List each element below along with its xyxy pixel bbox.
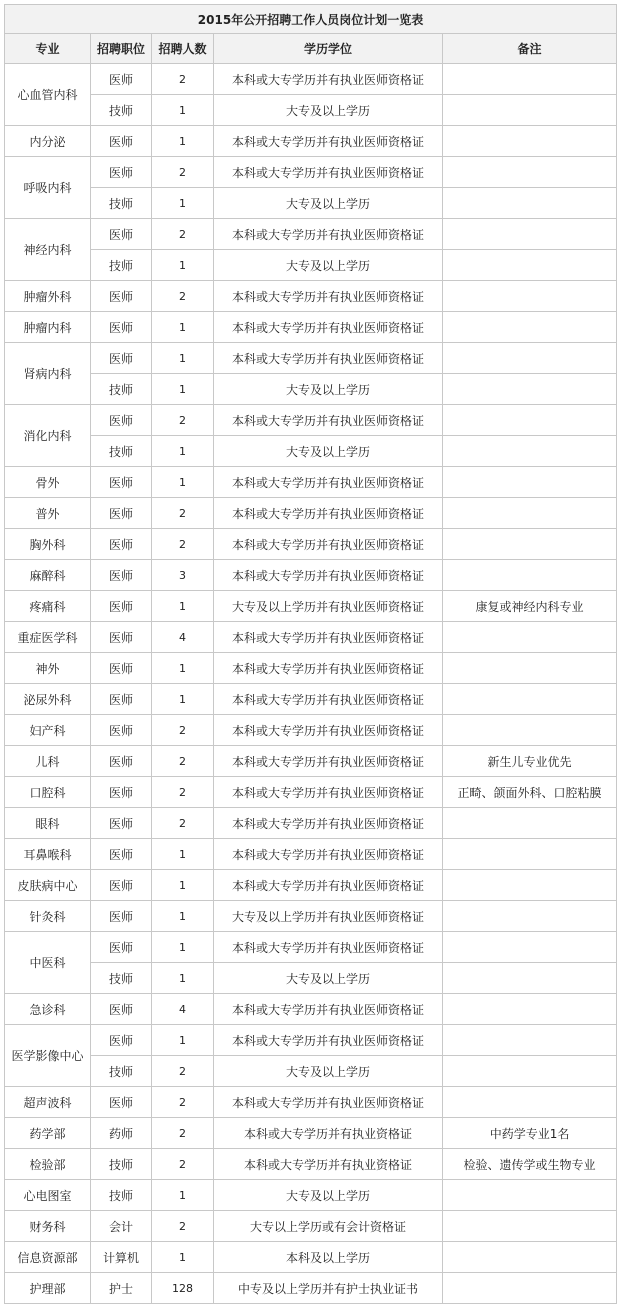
note-cell — [443, 219, 617, 250]
education-cell: 本科或大专学历并有执业医师资格证 — [214, 157, 443, 188]
count-cell: 1 — [152, 963, 214, 994]
table-row — [5, 994, 617, 1025]
note-cell — [443, 560, 617, 591]
note-cell — [443, 126, 617, 157]
position-cell: 医师 — [91, 281, 152, 312]
note-cell — [443, 436, 617, 467]
note-cell — [443, 963, 617, 994]
table-row — [5, 1211, 617, 1242]
table-row — [5, 219, 617, 250]
dept-cell: 神外 — [5, 653, 91, 684]
count-cell: 1 — [152, 1180, 214, 1211]
note-cell — [443, 467, 617, 498]
education-cell: 本科或大专学历并有执业医师资格证 — [214, 560, 443, 591]
education-cell: 大专及以上学历 — [214, 963, 443, 994]
position-cell: 技师 — [91, 436, 152, 467]
dept-cell: 口腔科 — [5, 777, 91, 808]
table-row — [5, 374, 617, 405]
position-cell: 医师 — [91, 1087, 152, 1118]
note-cell — [443, 1025, 617, 1056]
dept-cell: 超声波科 — [5, 1087, 91, 1118]
dept-cell: 疼痛科 — [5, 591, 91, 622]
position-cell: 医师 — [91, 870, 152, 901]
note-cell — [443, 157, 617, 188]
education-cell: 大专及以上学历并有执业医师资格证 — [214, 901, 443, 932]
education-cell: 大专及以上学历 — [214, 374, 443, 405]
table-row — [5, 436, 617, 467]
note-cell — [443, 250, 617, 281]
education-cell: 大专及以上学历并有执业医师资格证 — [214, 591, 443, 622]
dept-cell: 眼科 — [5, 808, 91, 839]
recruitment-plan-table — [4, 4, 617, 1304]
dept-cell: 针灸科 — [5, 901, 91, 932]
note-cell: 检验、遗传学或生物专业 — [443, 1149, 617, 1180]
note-cell — [443, 684, 617, 715]
count-cell: 1 — [152, 901, 214, 932]
note-cell — [443, 994, 617, 1025]
position-cell: 医师 — [91, 467, 152, 498]
note-cell — [443, 715, 617, 746]
table-row — [5, 1056, 617, 1087]
position-cell: 医师 — [91, 529, 152, 560]
count-cell: 2 — [152, 808, 214, 839]
count-cell: 2 — [152, 1118, 214, 1149]
note-cell — [443, 188, 617, 219]
education-cell: 本科或大专学历并有执业医师资格证 — [214, 684, 443, 715]
note-cell — [443, 312, 617, 343]
header-count: 招聘人数 — [152, 34, 214, 64]
position-cell: 医师 — [91, 498, 152, 529]
dept-cell: 泌尿外科 — [5, 684, 91, 715]
count-cell: 1 — [152, 1242, 214, 1273]
table-row — [5, 126, 617, 157]
position-cell: 会计 — [91, 1211, 152, 1242]
position-cell: 医师 — [91, 839, 152, 870]
education-cell: 本科或大专学历并有执业医师资格证 — [214, 219, 443, 250]
table-row — [5, 715, 617, 746]
dept-cell: 消化内科 — [5, 405, 91, 467]
table-row — [5, 529, 617, 560]
position-cell: 医师 — [91, 157, 152, 188]
dept-cell: 心血管内科 — [5, 64, 91, 126]
count-cell: 1 — [152, 250, 214, 281]
note-cell — [443, 1211, 617, 1242]
position-cell: 医师 — [91, 405, 152, 436]
note-cell — [443, 1273, 617, 1304]
count-cell: 1 — [152, 870, 214, 901]
table-title: 2015年公开招聘工作人员岗位计划一览表 — [5, 5, 617, 34]
dept-cell: 护理部 — [5, 1273, 91, 1304]
table-row — [5, 932, 617, 963]
dept-cell: 肿瘤内科 — [5, 312, 91, 343]
table-row — [5, 1273, 617, 1304]
dept-cell: 神经内科 — [5, 219, 91, 281]
position-cell: 技师 — [91, 95, 152, 126]
education-cell: 本科或大专学历并有执业医师资格证 — [214, 312, 443, 343]
table-row — [5, 746, 617, 777]
dept-cell: 肿瘤外科 — [5, 281, 91, 312]
count-cell: 1 — [152, 312, 214, 343]
position-cell: 医师 — [91, 808, 152, 839]
dept-cell: 财务科 — [5, 1211, 91, 1242]
education-cell: 本科或大专学历并有执业医师资格证 — [214, 405, 443, 436]
count-cell: 2 — [152, 219, 214, 250]
position-cell: 技师 — [91, 188, 152, 219]
education-cell: 大专及以上学历 — [214, 436, 443, 467]
table-row — [5, 405, 617, 436]
count-cell: 1 — [152, 467, 214, 498]
education-cell: 大专及以上学历 — [214, 95, 443, 126]
dept-cell: 妇产科 — [5, 715, 91, 746]
education-cell: 中专及以上学历并有护士执业证书 — [214, 1273, 443, 1304]
education-cell: 本科或大专学历并有执业医师资格证 — [214, 281, 443, 312]
table-row — [5, 343, 617, 374]
count-cell: 2 — [152, 498, 214, 529]
count-cell: 1 — [152, 684, 214, 715]
count-cell: 1 — [152, 839, 214, 870]
dept-cell: 麻醉科 — [5, 560, 91, 591]
education-cell: 本科或大专学历并有执业医师资格证 — [214, 870, 443, 901]
position-cell: 医师 — [91, 1025, 152, 1056]
table-row — [5, 1180, 617, 1211]
count-cell: 1 — [152, 1025, 214, 1056]
count-cell: 1 — [152, 932, 214, 963]
count-cell: 1 — [152, 95, 214, 126]
note-cell — [443, 1180, 617, 1211]
position-cell: 医师 — [91, 591, 152, 622]
count-cell: 2 — [152, 1087, 214, 1118]
position-cell: 医师 — [91, 64, 152, 95]
count-cell: 2 — [152, 1149, 214, 1180]
count-cell: 3 — [152, 560, 214, 591]
count-cell: 1 — [152, 591, 214, 622]
position-cell: 技师 — [91, 1180, 152, 1211]
position-cell: 药师 — [91, 1118, 152, 1149]
dept-cell: 心电图室 — [5, 1180, 91, 1211]
note-cell — [443, 343, 617, 374]
table-row — [5, 901, 617, 932]
table-row — [5, 1025, 617, 1056]
position-cell: 医师 — [91, 994, 152, 1025]
education-cell: 本科或大专学历并有执业医师资格证 — [214, 808, 443, 839]
position-cell: 医师 — [91, 932, 152, 963]
note-cell — [443, 405, 617, 436]
education-cell: 本科或大专学历并有执业医师资格证 — [214, 467, 443, 498]
dept-cell: 药学部 — [5, 1118, 91, 1149]
education-cell: 本科或大专学历并有执业医师资格证 — [214, 932, 443, 963]
table-row — [5, 467, 617, 498]
count-cell: 2 — [152, 715, 214, 746]
education-cell: 本科及以上学历 — [214, 1242, 443, 1273]
position-cell: 医师 — [91, 684, 152, 715]
position-cell: 医师 — [91, 715, 152, 746]
note-cell — [443, 653, 617, 684]
note-cell — [443, 622, 617, 653]
dept-cell: 普外 — [5, 498, 91, 529]
table-row — [5, 808, 617, 839]
dept-cell: 呼吸内科 — [5, 157, 91, 219]
table-body — [5, 64, 617, 1304]
note-cell — [443, 95, 617, 126]
count-cell: 2 — [152, 64, 214, 95]
note-cell — [443, 870, 617, 901]
dept-cell: 检验部 — [5, 1149, 91, 1180]
count-cell: 2 — [152, 746, 214, 777]
education-cell: 本科或大专学历并有执业医师资格证 — [214, 529, 443, 560]
dept-cell: 胸外科 — [5, 529, 91, 560]
dept-cell: 信息资源部 — [5, 1242, 91, 1273]
table-row — [5, 250, 617, 281]
position-cell: 医师 — [91, 560, 152, 591]
header-education: 学历学位 — [214, 34, 443, 64]
table-row — [5, 963, 617, 994]
education-cell: 本科或大专学历并有执业医师资格证 — [214, 746, 443, 777]
position-cell: 技师 — [91, 1149, 152, 1180]
header-note: 备注 — [443, 34, 617, 64]
education-cell: 本科或大专学历并有执业资格证 — [214, 1118, 443, 1149]
education-cell: 本科或大专学历并有执业医师资格证 — [214, 994, 443, 1025]
count-cell: 1 — [152, 653, 214, 684]
position-cell: 技师 — [91, 1056, 152, 1087]
education-cell: 本科或大专学历并有执业医师资格证 — [214, 653, 443, 684]
count-cell: 1 — [152, 126, 214, 157]
note-cell — [443, 1087, 617, 1118]
dept-cell: 肾病内科 — [5, 343, 91, 405]
table-row — [5, 281, 617, 312]
count-cell: 128 — [152, 1273, 214, 1304]
position-cell: 医师 — [91, 312, 152, 343]
note-cell: 正畸、颌面外科、口腔粘膜 — [443, 777, 617, 808]
note-cell: 康复或神经内科专业 — [443, 591, 617, 622]
dept-cell: 中医科 — [5, 932, 91, 994]
table-row — [5, 622, 617, 653]
count-cell: 2 — [152, 405, 214, 436]
education-cell: 本科或大专学历并有执业医师资格证 — [214, 498, 443, 529]
position-cell: 医师 — [91, 126, 152, 157]
count-cell: 4 — [152, 622, 214, 653]
count-cell: 2 — [152, 1211, 214, 1242]
table-row — [5, 560, 617, 591]
education-cell: 本科或大专学历并有执业医师资格证 — [214, 1025, 443, 1056]
dept-cell: 骨外 — [5, 467, 91, 498]
education-cell: 本科或大专学历并有执业医师资格证 — [214, 777, 443, 808]
header-dept: 专业 — [5, 34, 91, 64]
dept-cell: 重症医学科 — [5, 622, 91, 653]
education-cell: 大专及以上学历 — [214, 250, 443, 281]
count-cell: 2 — [152, 157, 214, 188]
education-cell: 本科或大专学历并有执业资格证 — [214, 1149, 443, 1180]
table-row — [5, 684, 617, 715]
table-row — [5, 870, 617, 901]
position-cell: 护士 — [91, 1273, 152, 1304]
education-cell: 本科或大专学历并有执业医师资格证 — [214, 839, 443, 870]
table-row — [5, 653, 617, 684]
note-cell — [443, 281, 617, 312]
position-cell: 医师 — [91, 622, 152, 653]
note-cell — [443, 64, 617, 95]
education-cell: 大专以上学历或有会计资格证 — [214, 1211, 443, 1242]
position-cell: 医师 — [91, 746, 152, 777]
table-row — [5, 839, 617, 870]
dept-cell: 耳鼻喉科 — [5, 839, 91, 870]
position-cell: 医师 — [91, 653, 152, 684]
table-row — [5, 498, 617, 529]
note-cell: 中药学专业1名 — [443, 1118, 617, 1149]
dept-cell: 内分泌 — [5, 126, 91, 157]
header-position: 招聘职位 — [91, 34, 152, 64]
position-cell: 医师 — [91, 901, 152, 932]
note-cell — [443, 529, 617, 560]
note-cell — [443, 932, 617, 963]
count-cell: 1 — [152, 374, 214, 405]
note-cell — [443, 1056, 617, 1087]
table-row — [5, 1242, 617, 1273]
education-cell: 大专及以上学历 — [214, 1180, 443, 1211]
table-row — [5, 777, 617, 808]
table-row — [5, 1087, 617, 1118]
education-cell: 本科或大专学历并有执业医师资格证 — [214, 622, 443, 653]
position-cell: 医师 — [91, 343, 152, 374]
table-row — [5, 1118, 617, 1149]
dept-cell: 皮肤病中心 — [5, 870, 91, 901]
education-cell: 本科或大专学历并有执业医师资格证 — [214, 1087, 443, 1118]
education-cell: 本科或大专学历并有执业医师资格证 — [214, 64, 443, 95]
header-row — [5, 34, 617, 64]
dept-cell: 儿科 — [5, 746, 91, 777]
position-cell: 技师 — [91, 963, 152, 994]
education-cell: 本科或大专学历并有执业医师资格证 — [214, 715, 443, 746]
education-cell: 大专及以上学历 — [214, 1056, 443, 1087]
position-cell: 医师 — [91, 219, 152, 250]
note-cell — [443, 901, 617, 932]
table-row — [5, 157, 617, 188]
dept-cell: 医学影像中心 — [5, 1025, 91, 1087]
dept-cell: 急诊科 — [5, 994, 91, 1025]
position-cell: 计算机 — [91, 1242, 152, 1273]
count-cell: 4 — [152, 994, 214, 1025]
note-cell — [443, 839, 617, 870]
education-cell: 本科或大专学历并有执业医师资格证 — [214, 126, 443, 157]
education-cell: 大专及以上学历 — [214, 188, 443, 219]
count-cell: 1 — [152, 343, 214, 374]
count-cell: 1 — [152, 436, 214, 467]
note-cell — [443, 1242, 617, 1273]
table-row — [5, 1149, 617, 1180]
count-cell: 2 — [152, 281, 214, 312]
count-cell: 2 — [152, 1056, 214, 1087]
note-cell — [443, 498, 617, 529]
note-cell: 新生儿专业优先 — [443, 746, 617, 777]
count-cell: 1 — [152, 188, 214, 219]
table-row — [5, 312, 617, 343]
note-cell — [443, 374, 617, 405]
position-cell: 技师 — [91, 374, 152, 405]
table-row — [5, 64, 617, 95]
position-cell: 医师 — [91, 777, 152, 808]
count-cell: 2 — [152, 529, 214, 560]
position-cell: 技师 — [91, 250, 152, 281]
count-cell: 2 — [152, 777, 214, 808]
table-row — [5, 188, 617, 219]
table-row — [5, 95, 617, 126]
table-row — [5, 591, 617, 622]
education-cell: 本科或大专学历并有执业医师资格证 — [214, 343, 443, 374]
note-cell — [443, 808, 617, 839]
